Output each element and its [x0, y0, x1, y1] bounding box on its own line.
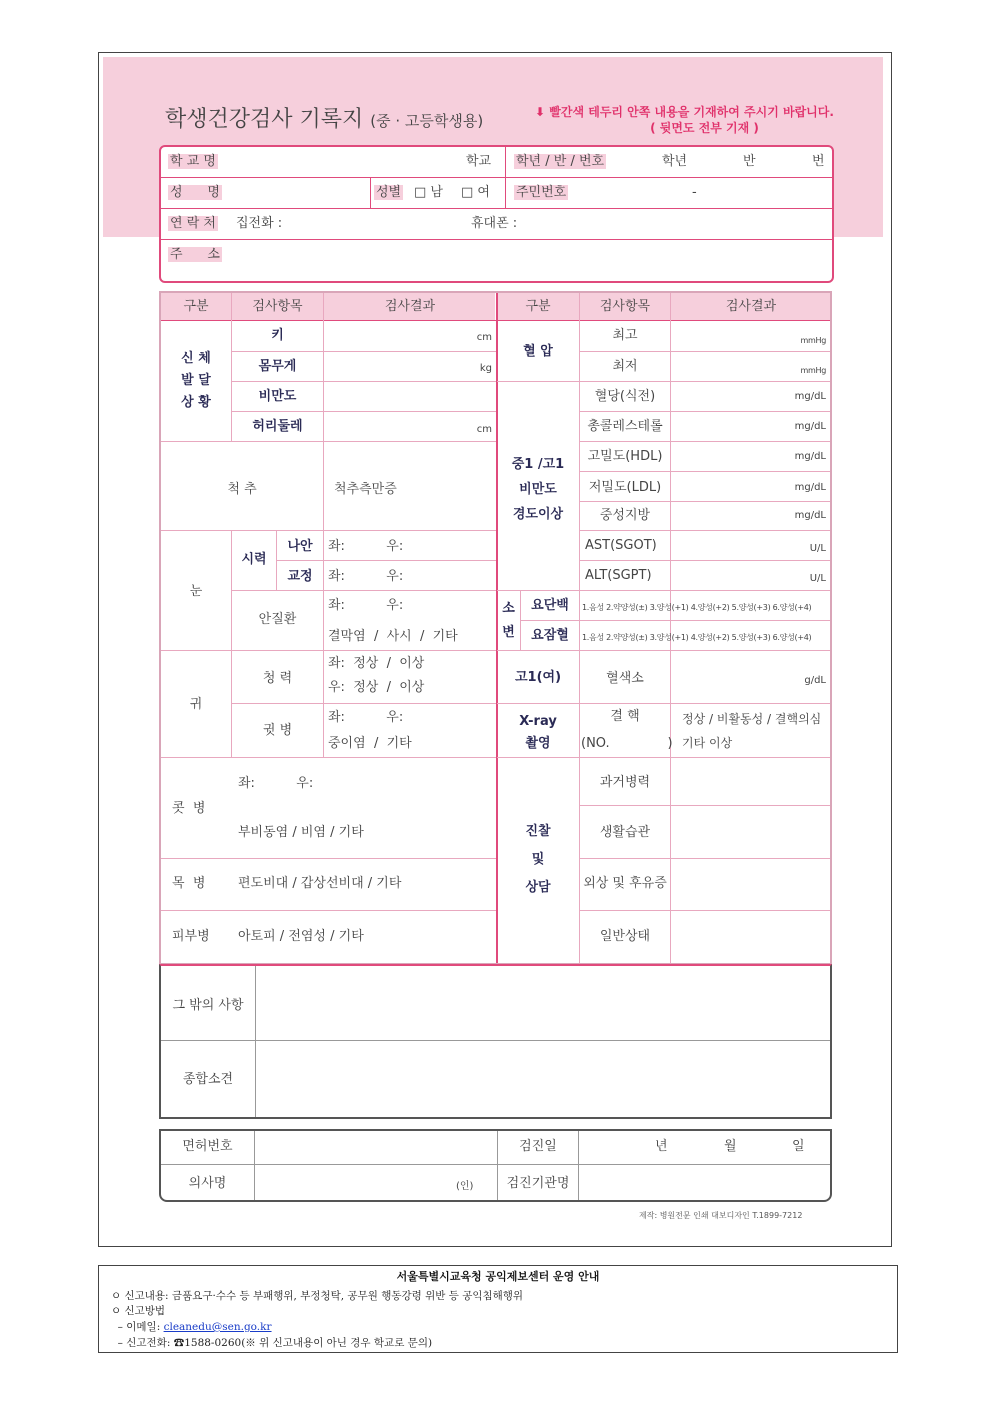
tuberculosis-no: (NO. ) [581, 736, 673, 751]
overall-opinion-label: 종합소견 [182, 1072, 234, 1087]
notice-line-1: ㅇ 신고내용: 금품요구·수수 등 부패행위, 부정청탁, 공무원 행동강령 위반 등 공익침해행위 [111, 1290, 524, 1302]
trauma-label: 외상 및 후유증 [583, 876, 667, 891]
ast-label: AST(SGOT) [585, 538, 657, 553]
ear-disease-label: 귓 병 [262, 723, 293, 738]
obesity-group-label: 중1 /고1 비만도 경도이상 [511, 457, 565, 522]
number-label: 번 [812, 154, 825, 169]
height-unit: cm [476, 332, 492, 343]
skin-options: 아토피 / 전염성 / 기타 [238, 929, 364, 944]
lifestyle-label: 생활습관 [599, 825, 651, 840]
ear-disease-options: 중이염 / 기타 [328, 736, 412, 751]
notes-box [159, 964, 832, 1119]
eye-label: 눈 [189, 584, 203, 599]
name-label: 성 명 [170, 185, 220, 200]
bp-max-label: 최고 [612, 328, 638, 343]
month-label: 월 [724, 1139, 737, 1154]
skin-label: 피부병 [172, 929, 210, 944]
hdr-result-2: 검사결과 [725, 299, 777, 314]
ast-unit: U/L [809, 543, 826, 554]
nose-lr: 좌: 우: [238, 776, 314, 791]
throat-label: 목 병 [172, 876, 206, 891]
bp-max-unit: mmHg [800, 336, 826, 345]
alt-unit: U/L [809, 573, 826, 584]
grade1-female-label: 고1(여) [514, 670, 562, 685]
whistleblower-notice [98, 1265, 898, 1353]
urine-blood-scale: 1.음성 2.약양성(±) 3.양성(+1) 4.양성(+2) 5.양성(+3) 6.양성(+4) [582, 633, 812, 642]
naked-eye-label: 나안 [287, 539, 313, 554]
hdr-item-2: 검사항목 [599, 299, 651, 314]
corrected-label: 교정 [287, 569, 313, 584]
eye-disease-options: 결막염 / 사시 / 기타 [328, 629, 458, 644]
waist-unit: cm [476, 424, 492, 435]
resident-dash: - [692, 185, 697, 200]
eye-disease-label: 안질환 [258, 612, 297, 627]
grade-label: 학년 [662, 154, 688, 169]
weight-label: 몸무게 [258, 359, 297, 374]
home-phone-label: 집전화 : [236, 216, 283, 231]
naked-lr: 좌: 우: [328, 539, 404, 554]
student-info-box [159, 145, 834, 283]
contact-label: 연 락 처 [170, 216, 216, 231]
consultation-label: 진찰 및 상담 [525, 824, 551, 895]
doctor-name-label: 의사명 [188, 1176, 227, 1191]
address-label: 주 소 [170, 247, 220, 262]
tuberculosis-label: 결 핵 [610, 709, 640, 724]
urine-protein-label: 요단백 [531, 598, 569, 613]
day-label: 일 [792, 1139, 805, 1154]
school-suffix: 학교 [466, 154, 492, 169]
gender-label: 성별 [376, 185, 402, 200]
license-number-label: 면허번호 [182, 1139, 233, 1154]
form-title: 학생건강검사 기록지 (중 · 고등학생용) [165, 107, 484, 132]
weight-unit: kg [479, 363, 492, 374]
institution-label: 검진기관명 [506, 1176, 570, 1191]
notice-line-2: ㅇ 신고방법 [111, 1305, 166, 1317]
other-notes-label: 그 밖의 사항 [172, 998, 244, 1013]
xray-label: X-ray 촬영 [519, 714, 557, 751]
hearing-label: 청 력 [262, 671, 293, 686]
class-label: 반 [743, 154, 756, 169]
scoliosis-label: 척추측만증 [334, 482, 397, 497]
hearing-right: 우: 정상 / 이상 [328, 680, 425, 695]
alt-label: ALT(SGPT) [585, 568, 652, 583]
gender-female-checkbox[interactable]: □ 여 [461, 185, 490, 200]
hemoglobin-label: 혈색소 [606, 671, 644, 686]
hearing-left: 좌: 정상 / 이상 [328, 656, 425, 671]
email-link[interactable]: cleanedu@sen.go.kr [163, 1321, 272, 1333]
corrected-lr: 좌: 우: [328, 569, 404, 584]
tuberculosis-result-2: 기타 이상 [682, 736, 733, 750]
hdl-label: 고밀도(HDL) [587, 449, 663, 464]
glucose-label: 혈당(식전) [594, 389, 656, 404]
hdr-result: 검사결과 [384, 299, 436, 314]
vision-label: 시력 [241, 552, 267, 567]
hdr-category-2: 구분 [525, 299, 551, 314]
urine-label: 소 변 [502, 601, 515, 640]
seal-mark: (인) [456, 1181, 474, 1192]
eye-disease-lr: 좌: 우: [328, 598, 404, 613]
ear-disease-lr: 좌: 우: [328, 710, 404, 725]
bp-min-label: 최저 [612, 359, 638, 374]
hdr-item: 검사항목 [252, 299, 303, 314]
triglyceride-unit: mg/dL [794, 510, 826, 521]
obesity-label: 비만도 [258, 389, 297, 404]
cholesterol-unit: mg/dL [794, 421, 826, 432]
hdr-category: 구분 [183, 299, 209, 314]
notice: ⬇ 빨간색 테두리 안쪽 내용을 기재하여 주시기 바랍니다. ( 뒷면도 전부 기재 ) [535, 105, 834, 135]
nose-options: 부비동염 / 비염 / 기타 [238, 825, 364, 840]
mobile-label: 휴대폰 : [471, 216, 518, 231]
waist-label: 허리둘레 [252, 419, 303, 434]
spine-label: 척 추 [227, 482, 257, 497]
glucose-unit: mg/dL [794, 391, 826, 402]
blood-pressure-label: 혈 압 [523, 344, 553, 359]
past-history-label: 과거병력 [599, 775, 651, 790]
throat-options: 편도비대 / 갑상선비대 / 기타 [238, 876, 402, 891]
ldl-label: 저밀도(LDL) [588, 480, 662, 495]
maker-credit: 제작: 병원전문 인쇄 대보디자인 T.1899-7212 [639, 1211, 803, 1220]
tuberculosis-result-1: 정상 / 비활동성 / 결핵의심 [682, 712, 822, 726]
hemoglobin-unit: g/dL [804, 675, 826, 686]
notice-phone-line: – 신고전화: ☎1588-0260(※ 위 신고내용이 아닌 경우 학교로 문의) [111, 1337, 433, 1349]
height-label: 키 [271, 328, 284, 343]
resident-number-label: 주민번호 [516, 185, 567, 200]
notice-title: 서울특별시교육청 공익제보센터 운영 안내 [396, 1270, 600, 1283]
exam-date-label: 검진일 [519, 1139, 557, 1154]
grade-class-label: 학년 / 반 / 번호 [516, 154, 605, 169]
nose-label: 콧 병 [172, 801, 206, 816]
year-label: 년 [655, 1139, 668, 1154]
bp-min-unit: mmHg [800, 366, 826, 375]
triglyceride-label: 중성지방 [599, 508, 651, 523]
urine-protein-scale: 1.음성 2.약양성(±) 3.양성(+1) 4.양성(+2) 5.양성(+3) 6.양성(+4) [582, 603, 812, 612]
urine-blood-label: 요잠혈 [531, 628, 569, 643]
hdl-unit: mg/dL [794, 451, 826, 462]
cholesterol-label: 총콜레스테롤 [587, 419, 663, 434]
ldl-unit: mg/dL [794, 482, 826, 493]
ear-label: 귀 [189, 697, 203, 712]
general-condition-label: 일반상태 [599, 929, 651, 944]
school-name-label: 학 교 명 [170, 154, 216, 169]
gender-male-checkbox[interactable]: □ 남 [414, 185, 443, 200]
body-development-label: 신 체 발 달 상 황 [181, 351, 211, 410]
notice-email-line: – 이메일: cleanedu@sen.go.kr [111, 1321, 272, 1333]
